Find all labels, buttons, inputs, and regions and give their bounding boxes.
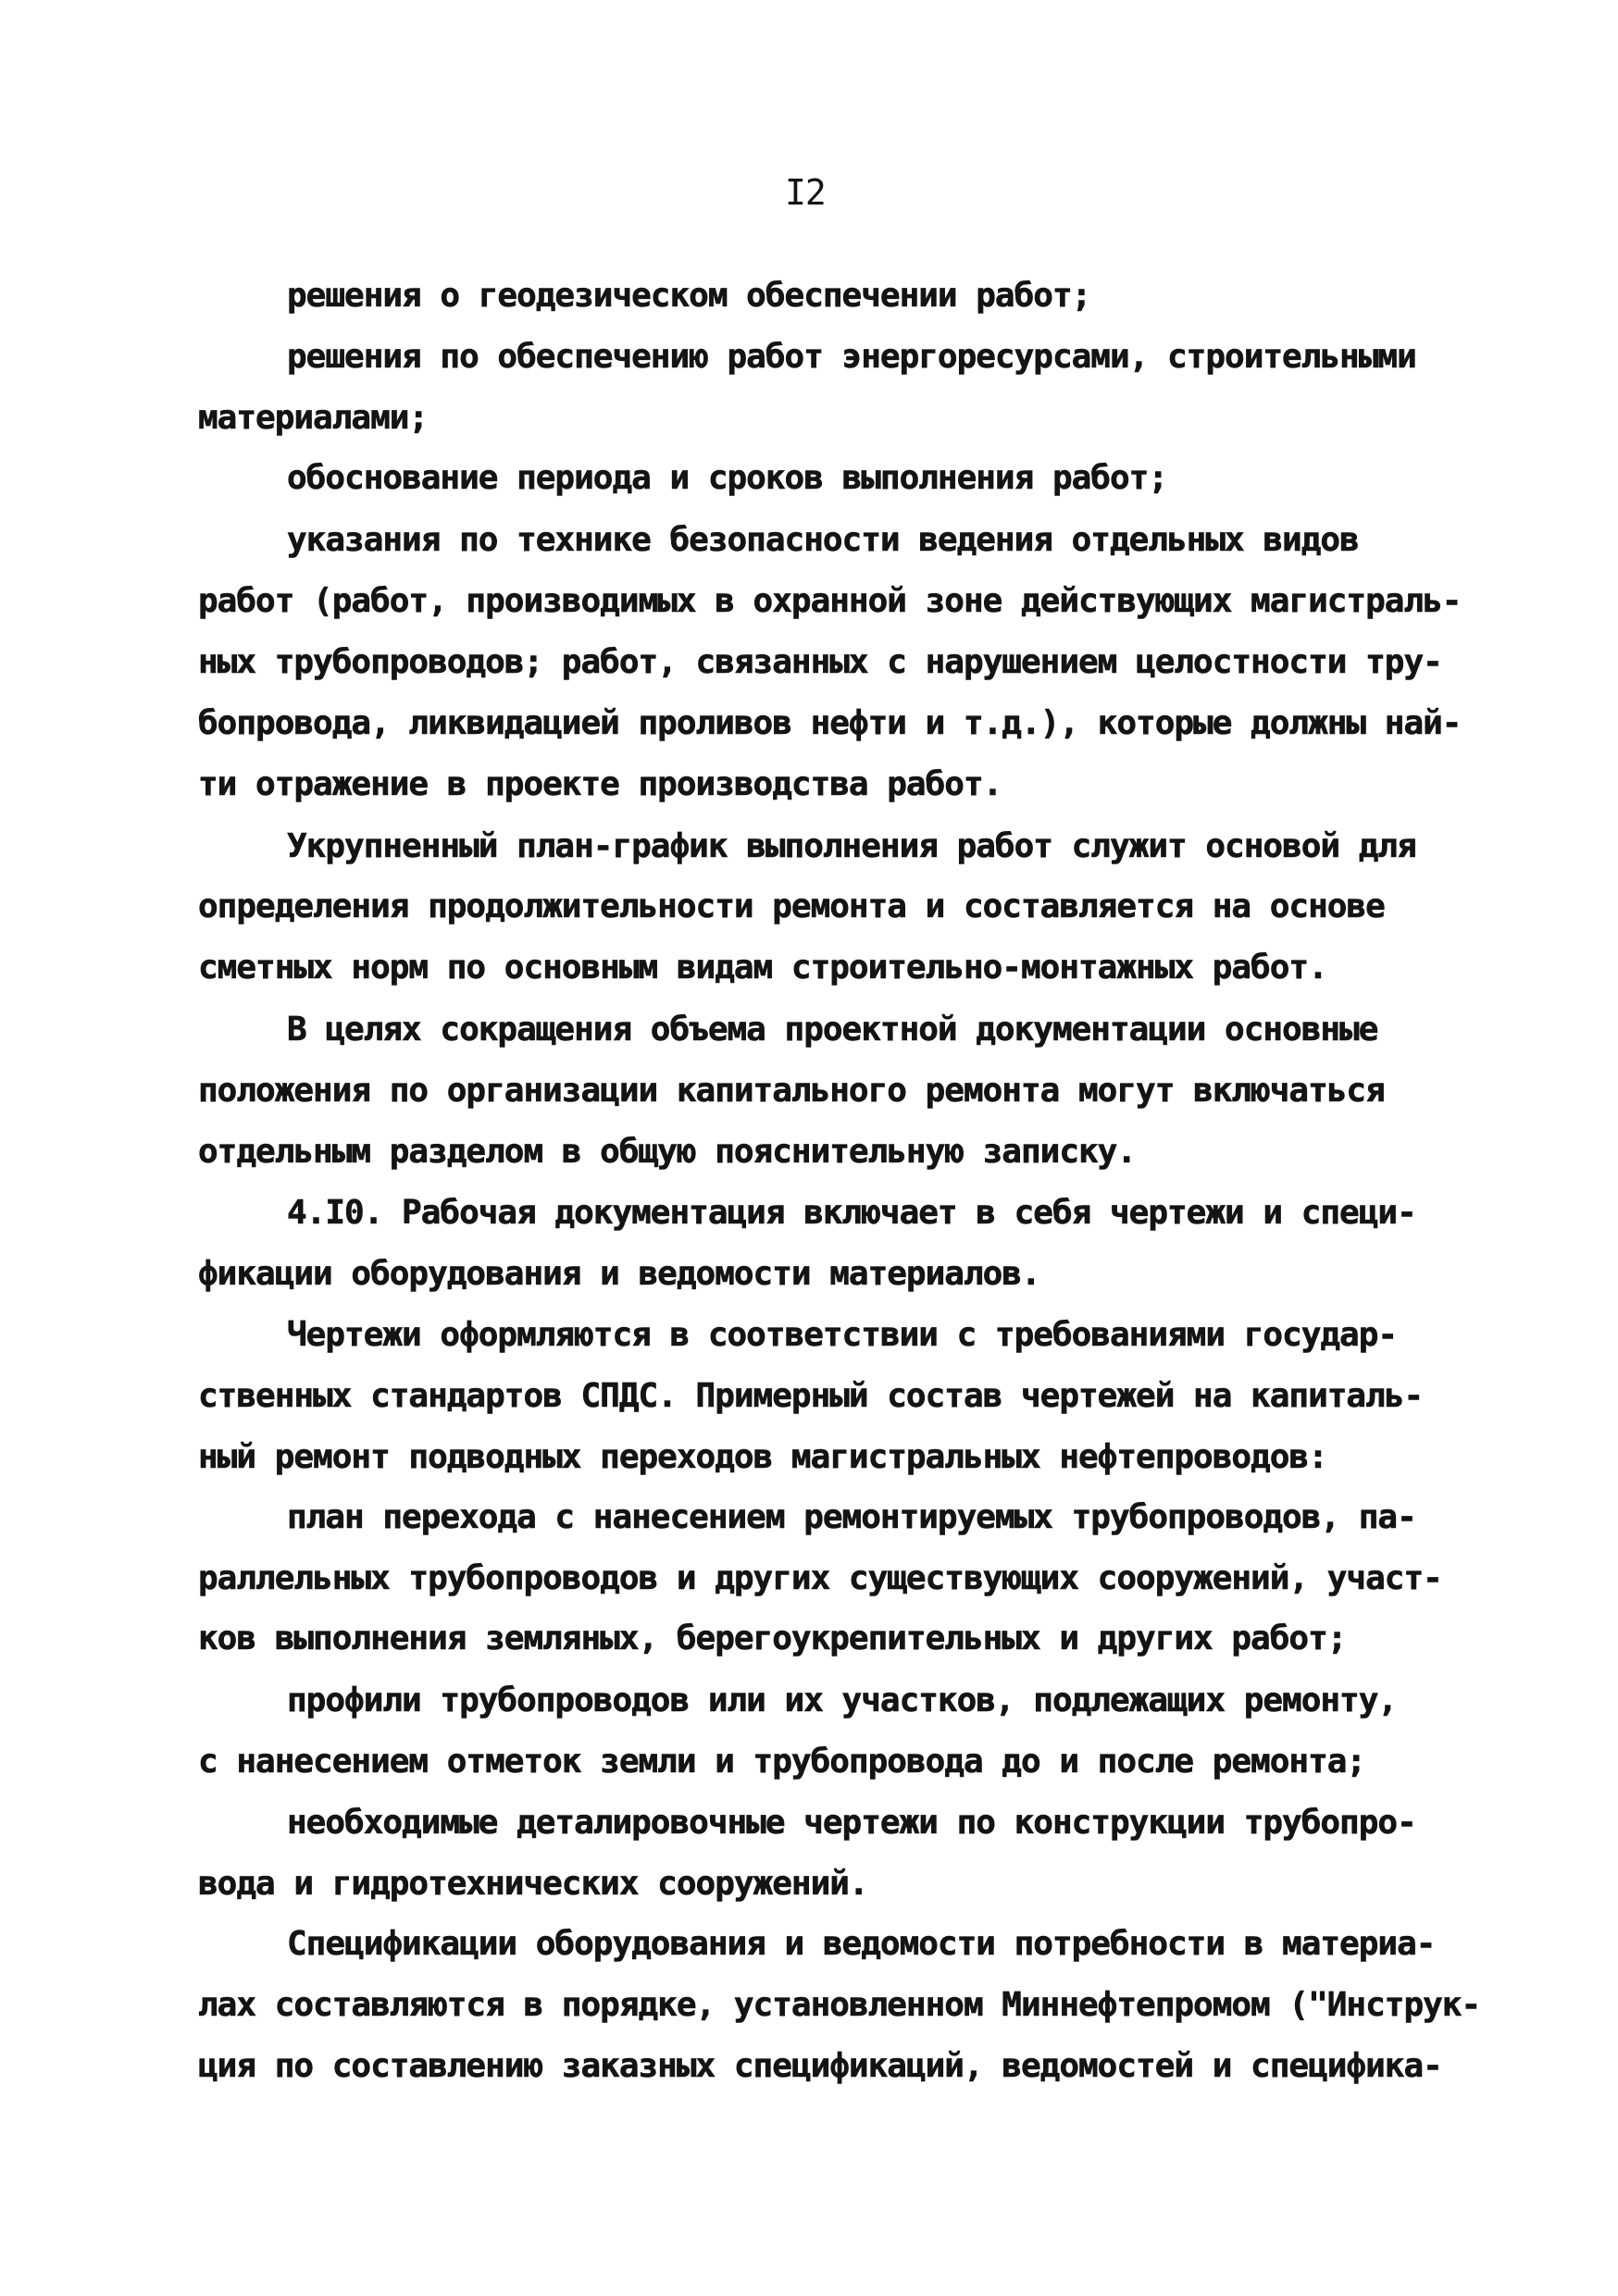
text-line: план перехода с нанесением ремонтируемых трубопроводов, па- [287,1498,1416,1536]
text-line: фикации оборудования и ведомости материалов. [198,1255,1040,1293]
text-line: ных трубопроводов; работ, связанных с нарушением целостности тру- [198,643,1442,681]
text-line: профили трубопроводов или их участков, подлежащих ремонту, [287,1682,1398,1719]
text-line: ственных стандартов СПДС. Примерный состав чертежей на капиталь- [198,1377,1424,1415]
text-line: вода и гидротехнических сооружений. [198,1865,868,1903]
text-line: материалами; [198,399,429,437]
text-line: В целях сокращения объема проектной документации основные [287,1011,1378,1049]
text-line: с нанесением отметок земли и трубопровода до и после ремонта; [198,1743,1366,1781]
text-line: работ (работ, производимых в охранной зоне действующих магистраль- [198,582,1462,620]
text-line: определения продолжительности ремонта и составляется на основе [198,887,1385,925]
text-line: указания по технике безопасности ведения отдельных видов [287,521,1359,559]
text-line: необходимые деталировочные чертежи по конструкции трубопро- [287,1804,1416,1842]
text-line: положения по организации капитального ремонта могут включаться [198,1072,1385,1110]
text-line: Спецификации оборудования и ведомости потребности в материа- [287,1925,1436,1963]
text-line: сметных норм по основным видам строительно-монтажных работ. [198,949,1327,987]
text-line: ков выполнения земляных, берегоукрепительных и других работ; [198,1620,1347,1657]
text-line: обоснование периода и сроков выполнения работ; [287,459,1167,497]
page-number: I2 [785,172,826,213]
text-line: ти отражение в проекте производства работ. [198,765,1002,803]
text-line: Чертежи оформляются в соответствии с требованиями государ- [287,1316,1398,1354]
text-line: бопровода, ликвидацией проливов нефти и т.д.), которые должны най- [198,704,1462,742]
text-line: отдельным разделом в общую пояснительную записку. [198,1133,1137,1171]
text-line: раллельных трубопроводов и других существующих сооружений, участ- [198,1559,1442,1597]
text-line: лах составляются в порядке, установленном Миннефтепромом ("Инструк- [198,1986,1481,2024]
text-line: решения о геодезическом обеспечении работ; [287,277,1091,315]
text-line: Укрупненный план-график выполнения работ служит основой для [287,827,1416,865]
text-line: 4.I0. Рабочая документация включает в себя чертежи и специ- [287,1194,1416,1232]
text-line: решения по обеспечению работ энергоресурсами, строительными [287,338,1416,376]
text-line: ный ремонт подводных переходов магистральных нефтепроводов: [198,1438,1327,1476]
text-line: ция по составлению заказных спецификаций, ведомостей и специфика- [198,2047,1442,2085]
